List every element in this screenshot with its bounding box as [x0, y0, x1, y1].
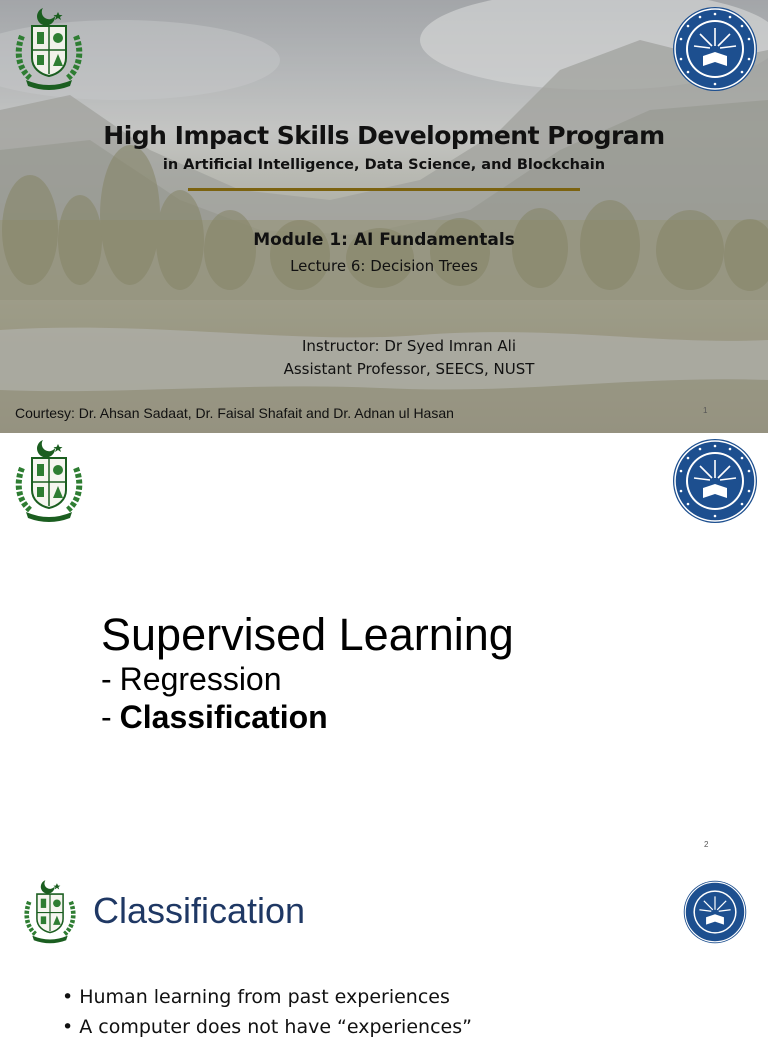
slide-number: 1 — [703, 406, 708, 415]
program-title: High Impact Skills Development Program — [103, 121, 665, 150]
bullet-text: Human learning from past experiences — [79, 986, 450, 1008]
slide-title: Classification — [93, 890, 306, 931]
list-item — [101, 661, 282, 698]
government-of-pakistan-emblem-icon — [10, 6, 88, 90]
nust-university-seal-icon — [683, 880, 747, 944]
lecture-title: Lecture 6: Decision Trees — [290, 257, 478, 275]
slide-heading: Supervised Learning — [101, 609, 514, 660]
nust-university-seal-icon — [672, 6, 758, 92]
government-of-pakistan-emblem-icon — [10, 438, 88, 522]
nust-university-seal-icon — [672, 438, 758, 524]
supervised-learning-slide — [0, 433, 768, 858]
slide-number: 2 — [704, 840, 709, 849]
classification-slide — [0, 858, 768, 1038]
bullet-text: A computer does not have “experiences” — [79, 1016, 472, 1038]
list-item — [101, 699, 328, 736]
list-item-text: Regression — [119, 661, 282, 697]
program-subtitle: in Artificial Intelligence, Data Science, and Blockchain — [162, 157, 606, 173]
bullet-item: • Human learning from past experiences — [62, 986, 450, 1008]
list-item-text: Classification — [119, 699, 328, 735]
courtesy-note: Courtesy: Dr. Ahsan Sadaat, Dr. Faisal Shafait and Dr. Adnan ul Hasan — [15, 405, 454, 421]
government-of-pakistan-emblem-icon — [20, 878, 80, 944]
instructor-name: Instructor: Dr Syed Imran Ali — [302, 337, 516, 355]
list-dash: - — [101, 699, 112, 735]
title-slide — [0, 0, 768, 433]
module-title: Module 1: AI Fundamentals — [253, 230, 515, 250]
list-dash: - — [101, 661, 112, 697]
title-divider — [188, 188, 580, 191]
bullet-item: • A computer does not have “experiences” — [62, 1016, 472, 1038]
instructor-role: Assistant Professor, SEECS, NUST — [283, 360, 535, 378]
